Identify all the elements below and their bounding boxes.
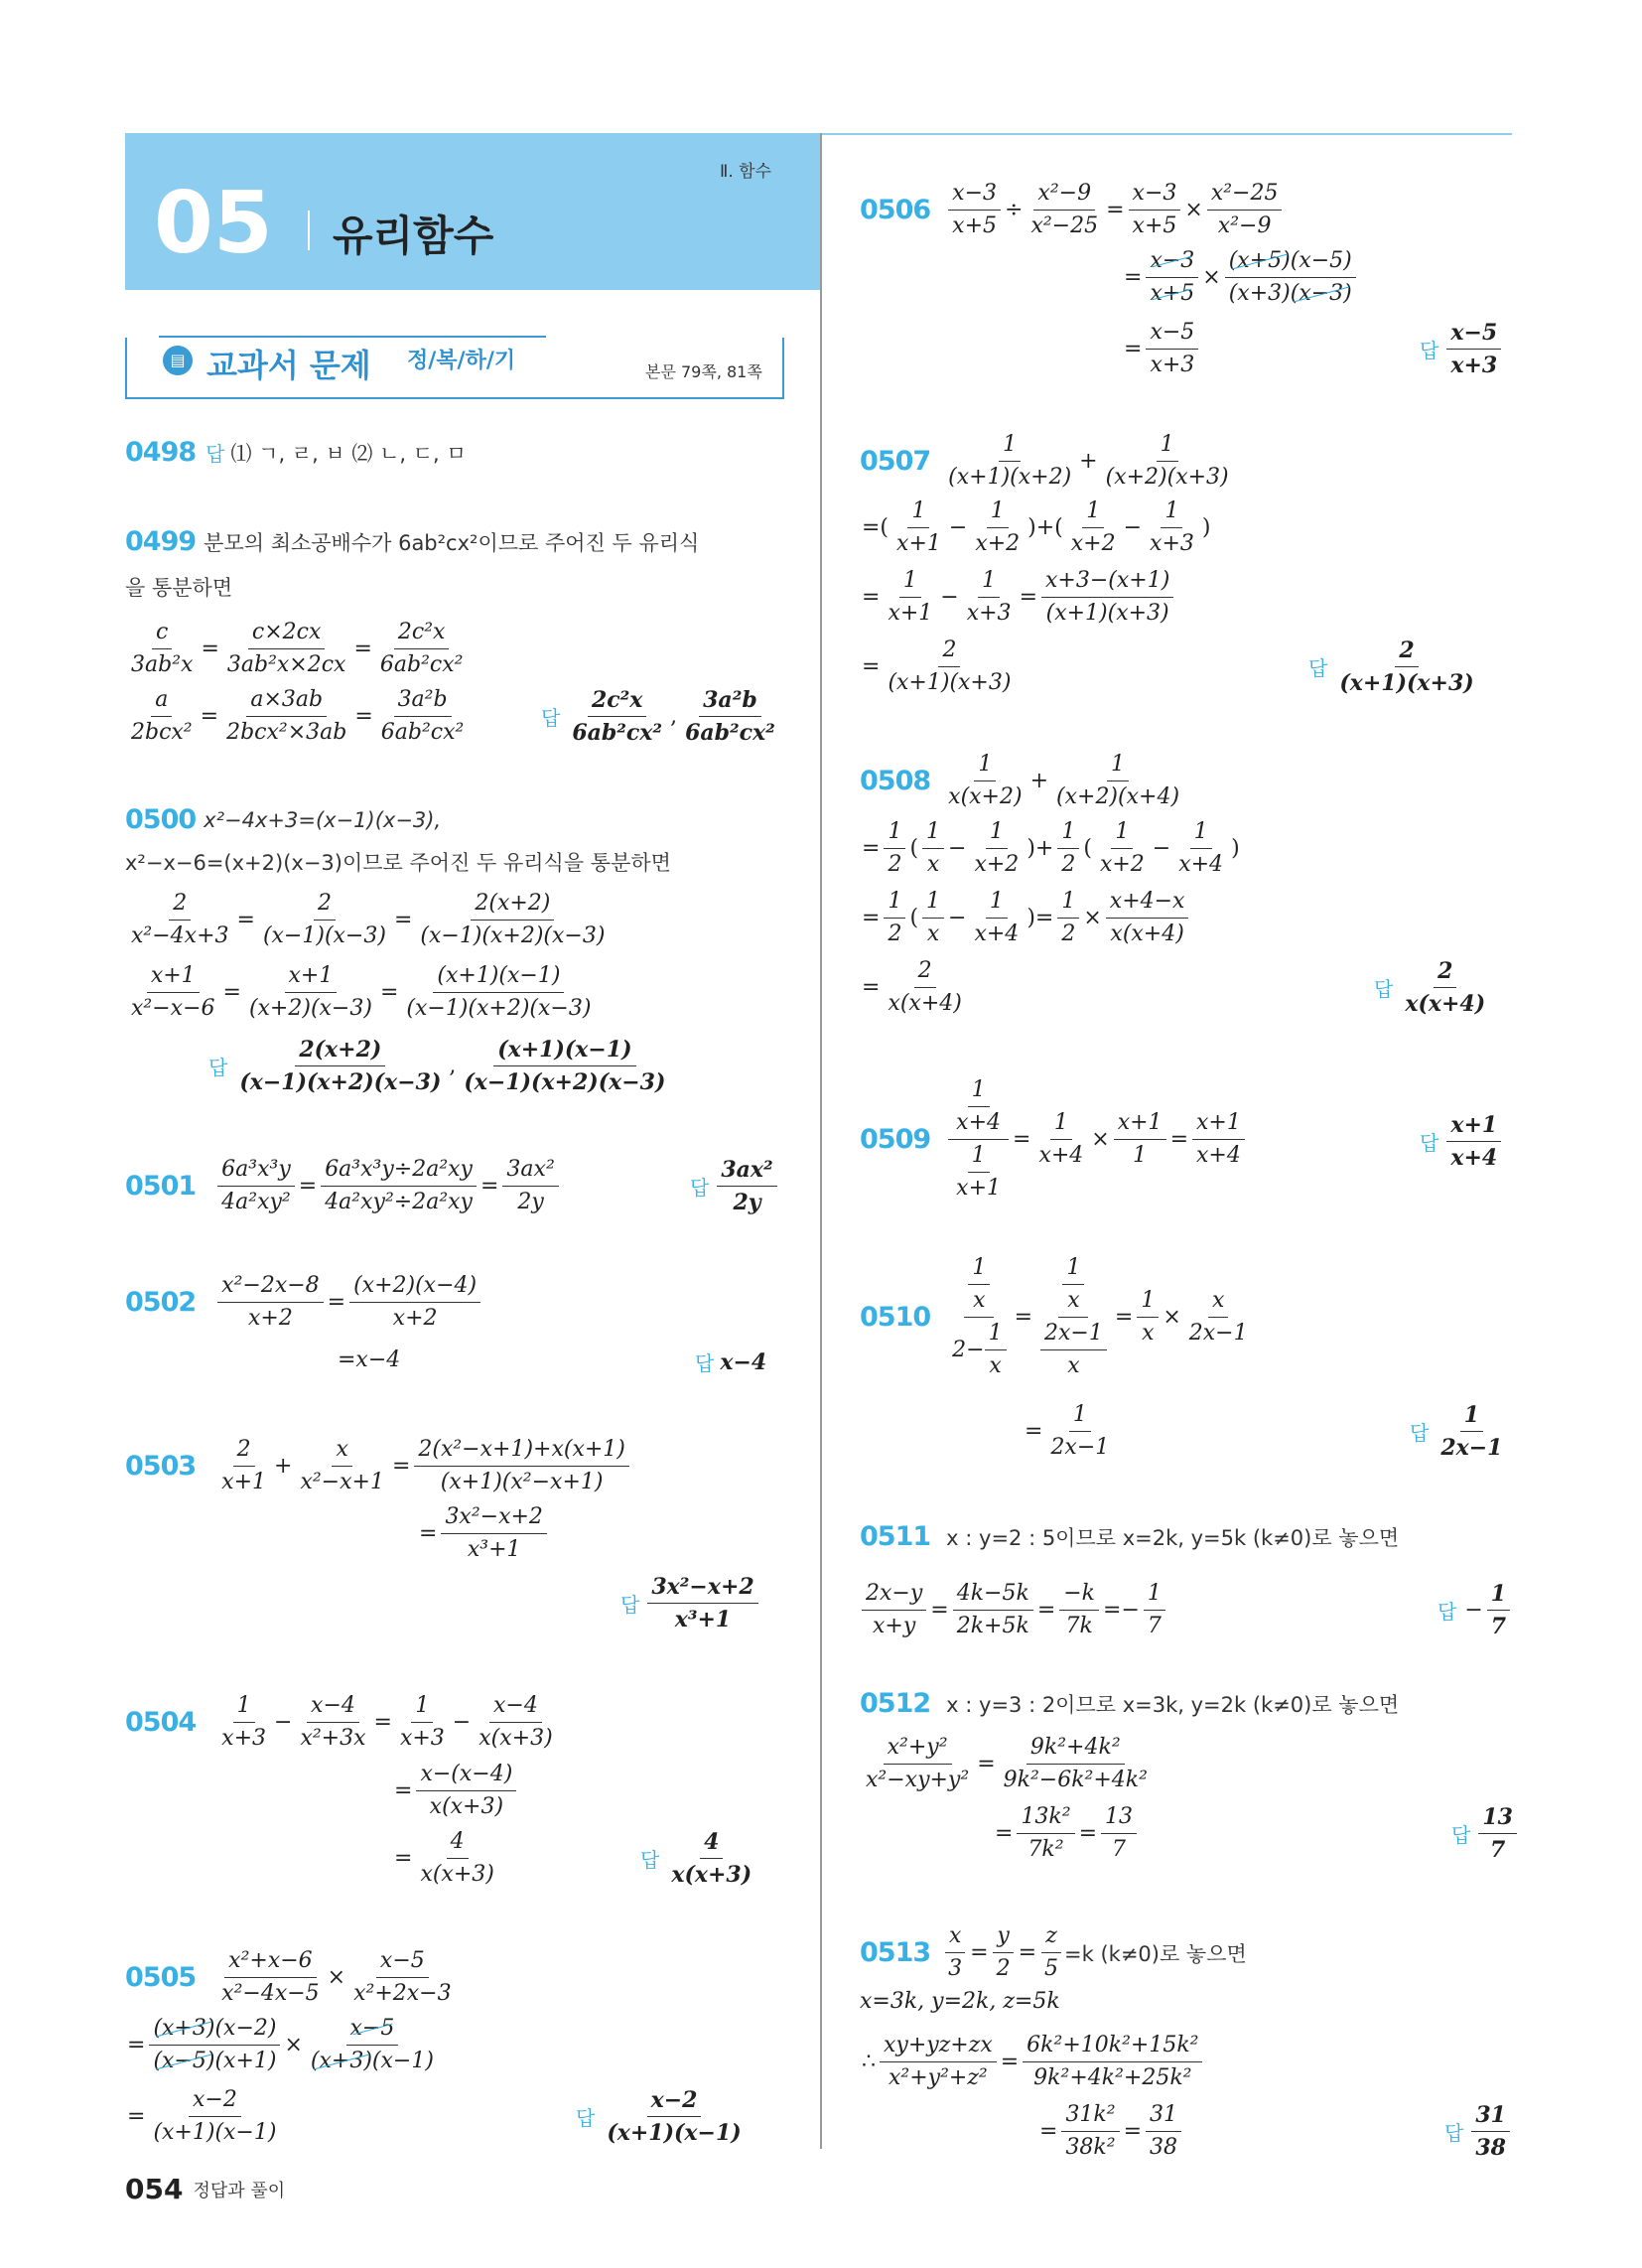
problem-number: 0510 <box>860 1302 931 1333</box>
equation: = $\frac{(x+3)(x-2)}{(x-5)(x+1)}$ × $\frac{x-5}{(x+3)(x-1)}$ <box>127 2016 434 2073</box>
problem-0507: 0507 $\frac{1}{(x+1)(x+2)}$ + $\frac{1}{(x+2)(x+3)}$ <box>860 432 1229 490</box>
problem-text: x : y=2 : 5이므로 x=2k, y=5k (k≠0)로 놓으면 <box>946 1525 1400 1550</box>
part-label: Ⅱ. 함수 <box>720 162 772 182</box>
equation: $\frac{a}{\text{2bcx²}}$ = $\frac{a\times 3ab}{\text{2bcx²×3ab}}$ = $\frac{\text{3a²b}}{\text{6ab²cx²}}$ <box>131 687 465 745</box>
answer-label: 답 <box>1410 1421 1430 1445</box>
header-divider <box>308 211 310 250</box>
answer-label: 답 <box>576 2106 596 2130</box>
equation: $\frac{2}{\text{x²−4x+3}}$ = $\frac{2}{(x-1)(x-3)}$ = $\frac{2(x+2)}{(x-1)(x+2)(x-3)}$ <box>131 891 606 948</box>
problem-0499 <box>125 526 699 557</box>
equation: = $\frac{\text{13k²}}{\text{7k²}}$ = $\frac{13}{7}$ <box>993 1802 1139 1865</box>
answer-0508: 답 $\frac{2}{x(x+4)}$ <box>1374 958 1486 1017</box>
problem-0503: 0503 $\frac{2}{x+1}$ + $\frac{x}{\text{x²−x+1}}$ = $\frac{\text{2(x²−x+1)+x(x+1)}}{\text{(x+1)(x²−x+1)}}$ <box>125 1435 631 1497</box>
equation: = $\frac{1}{x+1}$ − $\frac{1}{x+3}$ = $\frac{x+3-(x+1)}{(x+1)(x+3)}$ <box>860 566 1175 629</box>
footer-label: 정답과 풀이 <box>193 2180 286 2201</box>
section-subtitle: 정/복/하/기 <box>407 349 516 373</box>
problem-text: 을 통분하면 <box>125 576 233 600</box>
answer-0501: 답 $\frac{\text{3ax²}}{2y}$ <box>690 1155 779 1217</box>
problem-number: 0505 <box>125 1962 197 1993</box>
problem-0500 <box>125 804 441 835</box>
answer-0502 <box>695 1347 766 1376</box>
chapter-title: 유리함수 <box>333 212 494 260</box>
answer-label: 답 <box>1308 656 1328 680</box>
problem-0512 <box>860 1688 1399 1719</box>
equation: $\frac{\text{x²+y²}}{\text{x²−xy+y²}}$ = $\frac{\text{9k²+4k²}}{\text{9k²−6k²+4k²}}$ <box>866 1735 1148 1792</box>
problem-0498 <box>125 437 467 468</box>
problem-number: 0501 <box>125 1171 197 1202</box>
answer-label: 답 <box>1420 339 1439 362</box>
chapter-number: 05 <box>154 174 273 273</box>
answer-label: 답 <box>1444 2121 1464 2145</box>
answer-label: 답 <box>640 1848 660 1872</box>
answer-label: 답 <box>1420 1131 1439 1155</box>
equation: = $\frac{\text{3x²−x+2}}{\text{x³+1}}$ <box>417 1502 549 1565</box>
problem-number: 0502 <box>125 1287 197 1318</box>
problem-number: 0512 <box>860 1688 931 1719</box>
answer-value: ⑴ ㄱ, ㄹ, ㅂ ⑵ ㄴ, ㄷ, ㅁ <box>230 441 467 466</box>
equation: = $\frac{2}{(x+1)(x+3)}$ <box>862 638 1012 695</box>
problem-0510: 0510 $\frac{1}{x}$ 2− $\frac{1}{x}$ = $\frac{\frac{1}{x}}{\frac{2x-1}{x}}$ = $\frac{1}{x}$ × $\frac{x}{2x-1}$ <box>860 1255 1248 1378</box>
problem-number: 0508 <box>860 766 931 796</box>
answer-0504: 답 $\frac{4}{x(x+3)}$ <box>640 1829 753 1888</box>
problem-number: 0500 <box>125 804 197 835</box>
equation: ∴ $\frac{xy+yz+zx}{\text{x²+y²+z²}}$ = $\frac{\text{6k²+10k²+15k²}}{\text{9k²+4k²+25k²}}$ <box>860 2031 1204 2093</box>
equation: = $\frac{1}{2}$ ( $\frac{1}{x}$ − $\frac{1}{x+2}$ )+ $\frac{1}{2}$ ( $\frac{1}{x+2}$ − $\frac{1}{x+4}$ ) <box>862 819 1240 877</box>
problem-number: 0507 <box>860 446 931 477</box>
answer-0506: 답 $\frac{x-5}{x+3}$ <box>1420 318 1503 380</box>
answer-0509: 답 $\frac{x+1}{x+4}$ <box>1420 1110 1503 1173</box>
equation: = $\frac{x-2}{(x+1)(x-1)}$ <box>127 2087 277 2145</box>
problem-0506: 0506 $\frac{x-3}{x+5}$ ÷ $\frac{\text{x²−9}}{\text{x²−25}}$ = $\frac{x-3}{x+5}$ × $\frac{\text{x²−25}}{\text{x²−9}}$ <box>860 179 1284 241</box>
answer-0507: 답 $\frac{2}{(x+1)(x+3)}$ <box>1308 638 1474 696</box>
problem-0505: 0505 $\frac{\text{x²+x−6}}{\text{x²−4x−5}}$ × $\frac{x-5}{\text{x²+2x−3}}$ <box>125 1948 452 2006</box>
equation: =( $\frac{1}{x+1}$ − $\frac{1}{x+2}$ )+( $\frac{1}{x+2}$ − $\frac{1}{x+3}$ ) <box>862 498 1211 556</box>
answer-label: 답 <box>620 1593 640 1617</box>
equation: = $\frac{x-3}{x+5}$ × $\frac{(x+5)(x-5)}{(x+3)(x-3)}$ <box>1122 246 1358 309</box>
problem-number: 0503 <box>125 1451 197 1482</box>
problem-number: 0506 <box>860 195 931 225</box>
answer-0503: 답 $\frac{\text{3x²−x+2}}{\text{x³+1}}$ <box>620 1572 760 1634</box>
section-top-rule <box>159 336 546 338</box>
section-title: 교과서 문제 <box>206 347 371 384</box>
answer-0513: 답 $\frac{31}{38}$ <box>1444 2100 1512 2163</box>
answer-label: 답 <box>205 442 225 466</box>
problem-text: =k (k≠0)로 놓으면 <box>1064 1941 1247 1966</box>
answer-0512: 답 $\frac{13}{7}$ <box>1451 1802 1519 1865</box>
problem-0501: 0501 $\frac{\text{6a³x³y}}{\text{4a²xy²}}$ = $\frac{\text{6a³x³y÷2a²xy}}{\text{4a²xy²÷2a²xy}}$ = $\frac{\text{3ax²}}{2y}$ <box>125 1155 561 1217</box>
problem-text: x : y=3 : 2이므로 x=3k, y=2k (k≠0)로 놓으면 <box>946 1692 1400 1717</box>
equation: = $\frac{2}{x(x+4)}$ <box>862 958 962 1016</box>
problem-0513: 0513 $\frac{x}{3}$ = $\frac{y}{2}$ = $\frac{z}{5}$ =k (k≠0)로 놓으면 <box>860 1923 1247 1981</box>
answer-label: 답 <box>695 1351 715 1375</box>
problem-text: x²−4x+3=(x−1)(x−3), <box>204 807 442 832</box>
answer-label: 답 <box>208 1056 228 1079</box>
equation: $\frac{2x-y}{x+y}$ = $\frac{4k-5k}{2k+5k}$ = $\frac{-k}{7k}$ =− $\frac{1}{7}$ <box>860 1579 1167 1641</box>
answer-value: x−4 <box>720 1348 767 1375</box>
problem-number: 0511 <box>860 1521 931 1552</box>
section-pages: 본문 79쪽, 81쪽 <box>645 362 762 381</box>
equation: = $\frac{4}{x(x+3)}$ <box>394 1829 494 1887</box>
equation: = $\frac{\text{31k²}}{\text{38k²}}$ = $\frac{31}{38}$ <box>1037 2100 1183 2163</box>
answer-0499: 답 $\frac{\text{2c²x}}{\text{6ab²cx²}}$ , $\frac{\text{3a²b}}{\text{6ab²cx²}}$ <box>541 687 775 746</box>
problem-0511 <box>860 1521 1399 1552</box>
answer-0505: 답 $\frac{x-2}{(x+1)(x-1)}$ <box>576 2087 742 2146</box>
book-icon: ▤ <box>163 346 193 375</box>
answer-label: 답 <box>541 706 561 730</box>
equation: = $\frac{x-(x-4)}{x(x+3)}$ <box>392 1760 518 1822</box>
problem-text: x²−x−6=(x+2)(x−3)이므로 주어진 두 유리식을 통분하면 <box>125 851 671 875</box>
equation: = $\frac{1}{2}$ ( $\frac{1}{x}$ − $\frac{1}{x+4}$ )= $\frac{1}{2}$ × $\frac{x+4-x}{x(x+4)}$ <box>860 887 1190 949</box>
equation: = $\frac{1}{2x-1}$ <box>1025 1402 1110 1460</box>
answer-0510: 답 $\frac{1}{2x-1}$ <box>1410 1402 1503 1461</box>
top-rule <box>822 133 1512 135</box>
answer-label: 답 <box>1374 977 1394 1001</box>
equation: $\frac{c}{\text{3ab²x}}$ = $\frac{c\times 2cx}{\text{3ab²x×2cx}}$ = $\frac{\text{2c²x}}{\text{6ab²cx²}}$ <box>131 620 464 677</box>
column-divider <box>820 133 822 2149</box>
problem-0504: 0504 $\frac{1}{x+3}$ − $\frac{x-4}{\text{x²+3x}}$ = $\frac{1}{x+3}$ − $\frac{x-4}{x(x+3)}$ <box>125 1693 553 1751</box>
problem-number: 0513 <box>860 1937 931 1968</box>
problem-number: 0499 <box>125 526 197 557</box>
problem-number: 0504 <box>125 1707 197 1738</box>
problem-0508: 0508 $\frac{1}{x(x+2)}$ + $\frac{1}{(x+2)(x+4)}$ <box>860 752 1180 809</box>
equation: = $\frac{x-5}{x+3}$ <box>1122 318 1200 380</box>
problem-text: 분모의 최소공배수가 6ab²cx²이므로 주어진 두 유리식 <box>204 530 700 555</box>
footer <box>125 2173 285 2205</box>
answer-label: 답 <box>690 1176 710 1200</box>
equation-step: x=3k, y=2k, z=5k <box>860 1989 1060 2014</box>
answer-0511: 답 − $\frac{1}{7}$ <box>1437 1579 1512 1641</box>
answer-label: 답 <box>1437 1600 1457 1624</box>
problem-number: 0509 <box>860 1124 931 1155</box>
answer-label: 답 <box>1451 1823 1471 1847</box>
problem-0509: 0509 $\frac{\frac{1}{x+4}}{\frac{1}{x+1}}$ = $\frac{1}{x+4}$ × $\frac{x+1}{1}$ = $\frac{x+1}{x+4}$ <box>860 1075 1247 1204</box>
page-number: 054 <box>125 2173 184 2205</box>
problem-number: 0498 <box>125 437 197 468</box>
equation: $\frac{x+1}{\text{x²−x−6}}$ = $\frac{x+1}{(x+2)(x-3)}$ = $\frac{(x+1)(x-1)}{(x-1)(x+2)(x-3)}$ <box>131 963 592 1021</box>
answer-0500: 답 $\frac{2(x+2)}{(x-1)(x+2)(x-3)}$ , $\frac{(x+1)(x-1)}{(x-1)(x+2)(x-3)}$ <box>208 1037 666 1095</box>
equation-step: =x−4 <box>338 1347 401 1372</box>
problem-0502: 0502 $\frac{\text{x²−2x−8}}{x+2}$ = $\frac{(x+2)(x-4)}{x+2}$ <box>125 1271 482 1334</box>
